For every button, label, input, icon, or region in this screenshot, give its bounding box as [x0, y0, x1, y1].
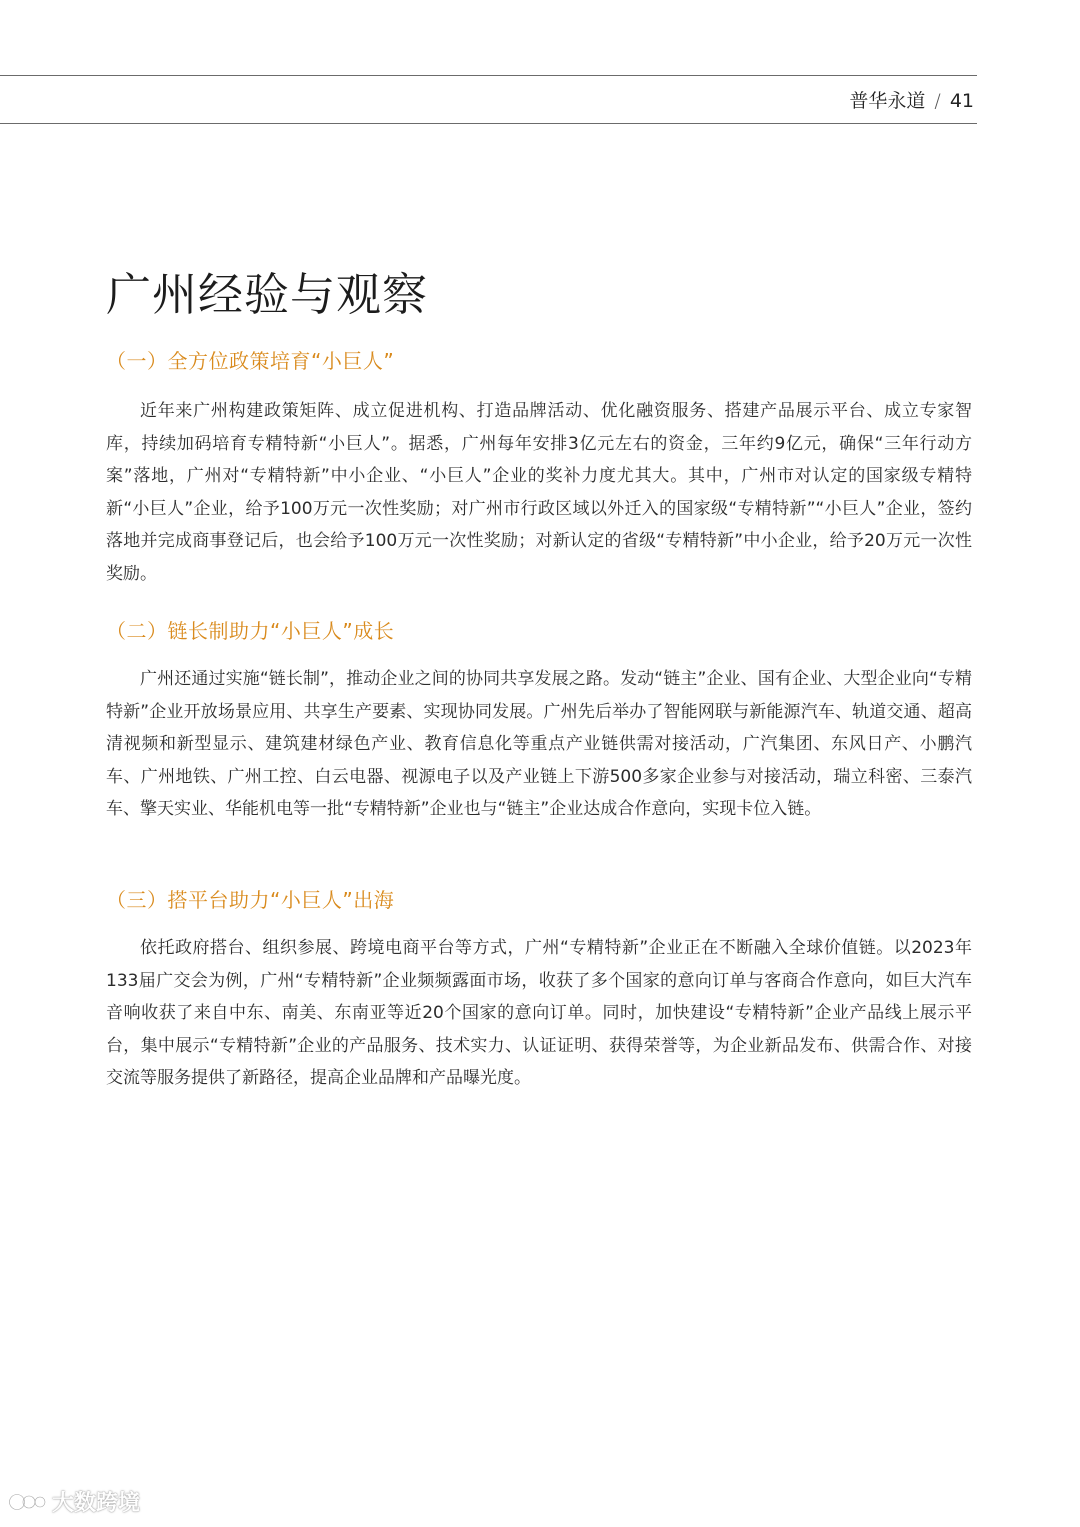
- section-body-2: 广州还通过实施“链长制”，推动企业之间的协同共享发展之路。发动“链主”企业、国有企业、大型企业向“专精特新”企业开放场景应用、共享生产要素、实现协同发展。广州先后举办了智能网联与新能源汽车、轨道交通、超高清视频和新型显示、建筑建材绿色产业、教育信息化等重点产业链供需对接活动，广汽集团、东风日产、小鹏汽车、广州地铁、广州工控、白云电器、视源电子以及产业链上下游500多家企业参与对接活动，瑞立科密、三泰汽车、擎天实业、华能机电等一批“专精特新”企业也与“链主”企业达成合作意向，实现卡位入链。: [106, 669, 972, 820]
- running-header: [849, 86, 974, 113]
- header-separator: /: [934, 90, 941, 112]
- dashu-logo-icon: [8, 1489, 48, 1515]
- section-heading-1: （一）全方位政策培育“小巨人”: [106, 349, 395, 373]
- header-bottom-rule: [0, 123, 977, 124]
- header-top-rule: [0, 75, 977, 76]
- page-title: 广州经验与观察: [106, 268, 429, 321]
- section-body-1: 近年来广州构建政策矩阵、成立促进机构、打造品牌活动、优化融资服务、搭建产品展示平台、成立专家智库，持续加码培育专精特新“小巨人”。据悉，广州每年安排3亿元左右的资金，三年约9亿元，确保“三年行动方案”落地，广州对“专精特新”中小企业、“小巨人”企业的奖补力度尤其大。其中，广州市对认定的国家级专精特新“小巨人”企业，给予100万元一次性奖励；对广州市行政区域以外迁入的国家级“专精特新”“小巨人”企业，签约落地并完成商事登记后，也会给予100万元一次性奖励；对新认定的省级“专精特新”中小企业，给予20万元一次性奖励。: [106, 401, 972, 584]
- page-number: 41: [949, 90, 974, 112]
- section-heading-2: （二）链长制助力“小巨人”成长: [106, 619, 395, 643]
- section-heading-3: （三）搭平台助力“小巨人”出海: [106, 888, 395, 912]
- watermark: [8, 1486, 140, 1517]
- publication-name: 普华永道: [849, 90, 926, 112]
- section-body-3: 依托政府搭台、组织参展、跨境电商平台等方式，广州“专精特新”企业正在不断融入全球价值链。以2023年133届广交会为例，广州“专精特新”企业频频露面市场，收获了多个国家的意向订单与客商合作意向，如巨大汽车音响收获了来自中东、南美、东南亚等近20个国家的意向订单。同时，加快建设“专精特新”企业产品线上展示平台，集中展示“专精特新”企业的产品服务、技术实力、认证证明、获得荣誉等，为企业新品发布、供需合作、对接交流等服务提供了新路径，提高企业品牌和产品曝光度。: [106, 938, 972, 1089]
- watermark-text: 大数跨境: [52, 1491, 141, 1516]
